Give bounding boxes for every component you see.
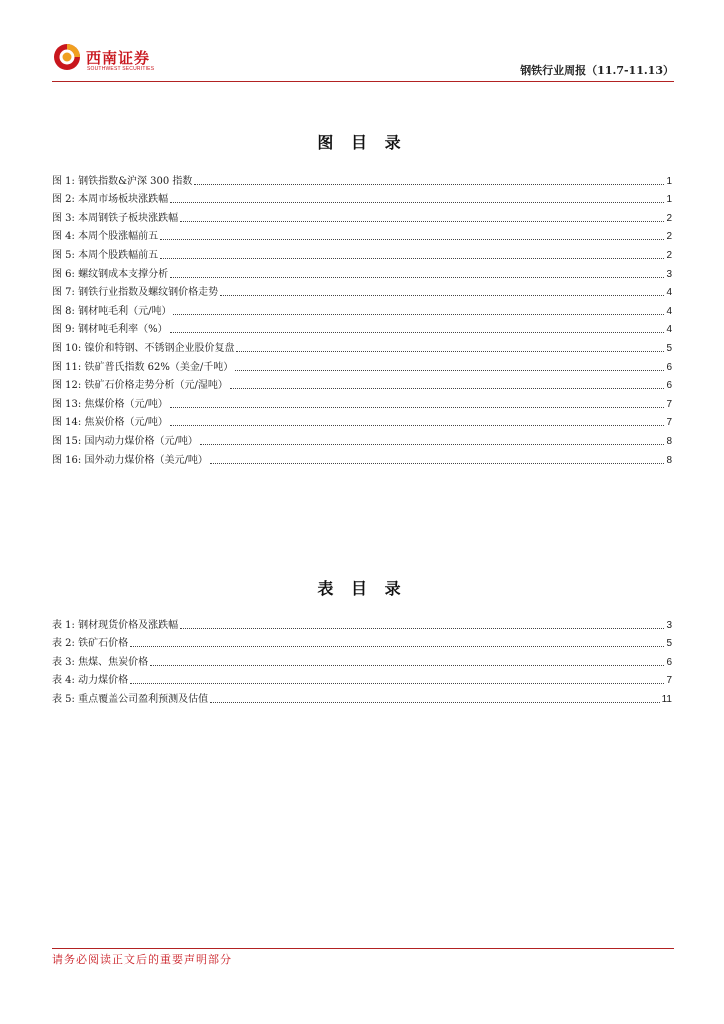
figure-toc-entry[interactable] — [52, 355, 672, 374]
company-logo — [52, 42, 162, 76]
dot-leader — [180, 221, 664, 222]
dot-leader — [130, 646, 664, 647]
figure-toc-entry-page: 6 — [666, 380, 672, 392]
figure-toc-entry[interactable] — [52, 411, 672, 430]
report-title: 钢铁行业周报（11.7-11.13） — [520, 64, 674, 77]
figure-toc-entry-page: 1 — [666, 194, 672, 206]
dot-leader — [130, 683, 664, 684]
figure-toc-entry[interactable] — [52, 448, 672, 467]
figure-toc-entry-page: 4 — [666, 324, 672, 336]
figure-toc-entry-label: 图 7: 钢铁行业指数及螺纹钢价格走势 — [52, 287, 219, 299]
dot-leader — [160, 258, 664, 259]
figure-toc-entry-page: 8 — [666, 454, 672, 466]
table-toc-entry[interactable] — [52, 669, 672, 688]
figure-toc-entry-label: 图 2: 本周市场板块涨跌幅 — [52, 194, 169, 206]
table-toc-entry-label: 表 5: 重点覆盖公司盈利预测及估值 — [52, 693, 209, 705]
figure-toc-entry-label: 图 9: 钢材吨毛利率（%） — [52, 324, 168, 336]
figure-toc-entry-page: 2 — [666, 231, 672, 243]
figure-toc-entry-label: 图 13: 焦煤价格（元/吨） — [52, 398, 168, 410]
table-toc-entry[interactable] — [52, 632, 672, 651]
dot-leader — [170, 277, 664, 278]
logo-emblem-icon — [52, 42, 82, 72]
figure-list — [52, 169, 672, 467]
figure-toc-entry-page: 8 — [666, 435, 672, 447]
dot-leader — [160, 239, 664, 240]
figure-toc-entry-page: 3 — [666, 268, 672, 280]
figure-toc-entry-label: 图 15: 国内动力煤价格（元/吨） — [52, 435, 198, 447]
table-list — [52, 613, 672, 706]
dot-leader — [173, 314, 664, 315]
table-toc-entry-page: 5 — [666, 638, 672, 650]
dot-leader — [170, 332, 665, 333]
footer-notice: 请务必阅读正文后的重要声明部分 — [52, 953, 232, 966]
dot-leader — [230, 388, 665, 389]
dot-leader — [170, 425, 665, 426]
dot-leader — [210, 463, 665, 464]
figure-toc-entry[interactable] — [52, 225, 672, 244]
figure-toc-entry-page: 4 — [666, 305, 672, 317]
figure-toc-entry[interactable] — [52, 262, 672, 281]
figure-toc-entry-label: 图 8: 钢材吨毛利（元/吨） — [52, 305, 172, 317]
figure-toc-entry[interactable] — [52, 281, 672, 300]
dot-leader — [210, 702, 660, 703]
dot-leader — [150, 665, 664, 666]
figure-toc-entry-label: 图 6: 螺纹钢成本支撑分析 — [52, 268, 169, 280]
dot-leader — [236, 351, 664, 352]
table-toc-entry-page: 3 — [666, 619, 672, 631]
figure-toc-entry-label: 图 12: 铁矿石价格走势分析（元/湿吨） — [52, 380, 228, 392]
dot-leader — [170, 407, 665, 408]
logo-english-name: SOUTHWEST SECURITIES — [87, 66, 155, 72]
figure-list-title: 图 目 录 — [317, 133, 407, 152]
table-toc-entry-page: 11 — [661, 693, 672, 705]
figure-toc-entry-page: 1 — [666, 175, 672, 187]
table-toc-entry-label: 表 4: 动力煤价格 — [52, 675, 129, 687]
figure-toc-entry-page: 4 — [666, 287, 672, 299]
figure-toc-entry-page: 7 — [666, 417, 672, 429]
figure-toc-entry-page: 2 — [666, 212, 672, 224]
figure-toc-entry[interactable] — [52, 318, 672, 337]
figure-toc-entry-page: 5 — [666, 342, 672, 354]
table-toc-entry[interactable] — [52, 650, 672, 669]
footer-divider — [52, 948, 674, 949]
figure-toc-entry[interactable] — [52, 169, 672, 188]
figure-toc-entry[interactable] — [52, 429, 672, 448]
table-toc-entry-label: 表 3: 焦煤、焦炭价格 — [52, 656, 149, 668]
figure-toc-entry-label: 图 11: 铁矿普氏指数 62%（美金/千吨） — [52, 361, 234, 373]
dot-leader — [200, 444, 665, 445]
table-list-title: 表 目 录 — [317, 579, 407, 598]
table-toc-entry-label: 表 1: 钢材现货价格及涨跌幅 — [52, 619, 179, 631]
figure-toc-entry[interactable] — [52, 206, 672, 225]
logo-chinese-name: 西南证券 — [86, 49, 151, 67]
dot-leader — [180, 628, 664, 629]
figure-toc-entry-label: 图 4: 本周个股涨幅前五 — [52, 231, 159, 243]
figure-toc-entry-page: 6 — [666, 361, 672, 373]
figure-toc-entry-page: 2 — [666, 249, 672, 261]
dot-leader — [235, 370, 664, 371]
figure-toc-entry-label: 图 5: 本周个股跌幅前五 — [52, 249, 159, 261]
figure-toc-entry[interactable] — [52, 374, 672, 393]
figure-toc-entry[interactable] — [52, 392, 672, 411]
figure-toc-entry[interactable] — [52, 243, 672, 262]
dot-leader — [170, 202, 664, 203]
table-toc-entry-page: 7 — [666, 675, 672, 687]
table-toc-entry-label: 表 2: 铁矿石价格 — [52, 638, 129, 650]
header-divider — [52, 81, 674, 82]
figure-toc-entry-label: 图 14: 焦炭价格（元/吨） — [52, 417, 168, 429]
figure-toc-entry-page: 7 — [666, 398, 672, 410]
table-toc-entry[interactable] — [52, 687, 672, 706]
dot-leader — [220, 295, 664, 296]
figure-toc-entry-label: 图 10: 镍价和特钢、不锈钢企业股价复盘 — [52, 342, 235, 354]
table-toc-entry-page: 6 — [666, 656, 672, 668]
figure-toc-entry-label: 图 16: 国外动力煤价格（美元/吨） — [52, 454, 208, 466]
figure-toc-entry-label: 图 3: 本周钢铁子板块涨跌幅 — [52, 212, 179, 224]
figure-toc-entry[interactable] — [52, 299, 672, 318]
figure-toc-entry[interactable] — [52, 336, 672, 355]
table-toc-entry[interactable] — [52, 613, 672, 632]
page-header — [52, 38, 674, 82]
figure-toc-entry-label: 图 1: 钢铁指数&沪深 300 指数 — [52, 175, 193, 187]
figure-toc-entry[interactable] — [52, 188, 672, 207]
dot-leader — [194, 184, 664, 185]
